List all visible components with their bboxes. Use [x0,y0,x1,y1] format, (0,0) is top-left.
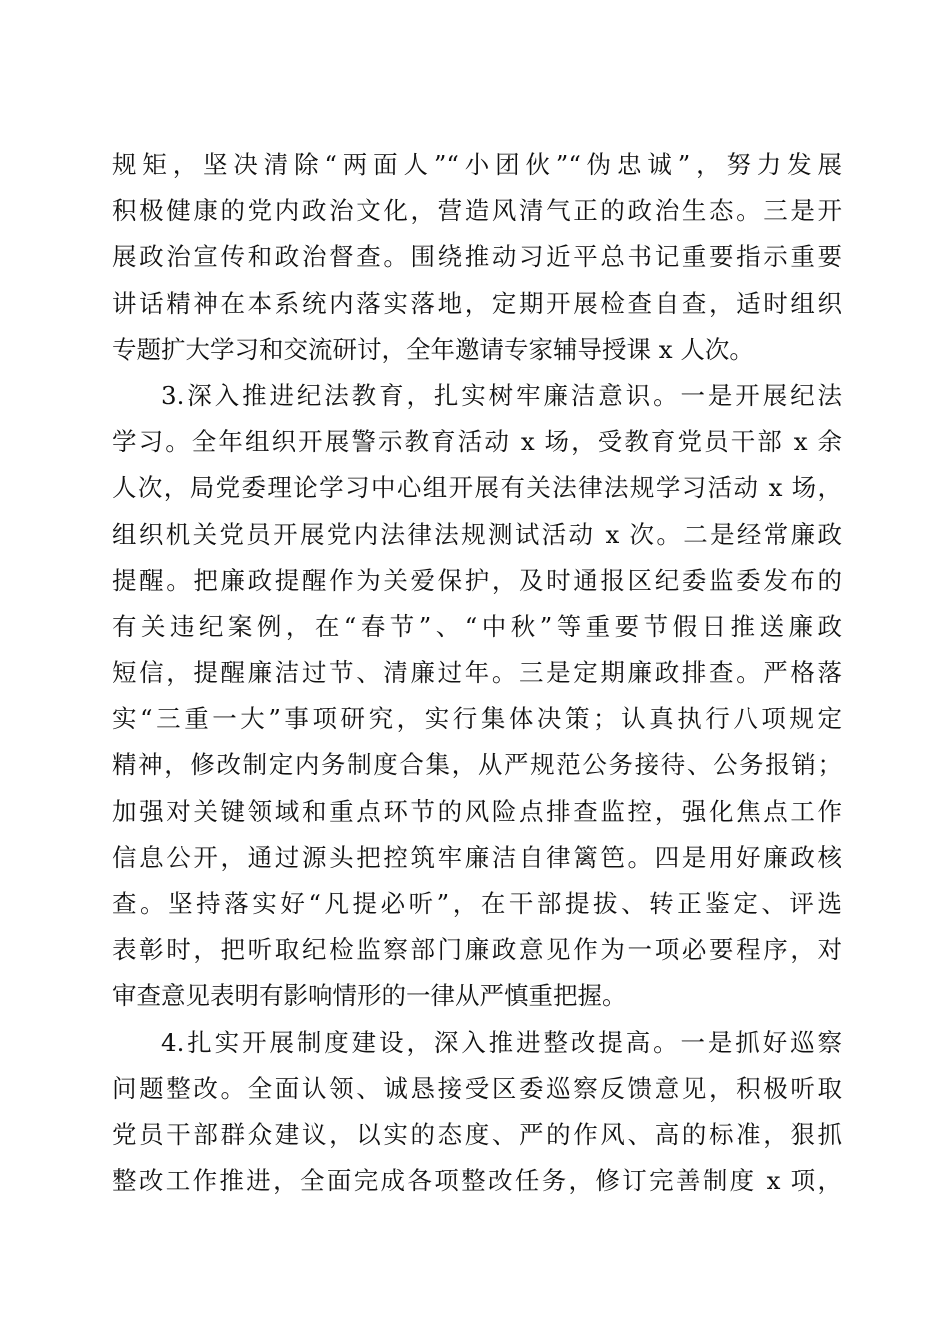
text-line: 提醒。把廉政提醒作为关爱保护，及时通报区纪委监委发布的 [112,565,842,595]
text-line: 讲话精神在本系统内落实落地，定期开展检查自查，适时组织 [112,288,842,318]
text-line: 信息公开，通过源头把控筑牢廉洁自律篱笆。四是用好廉政核 [112,842,842,872]
text-line: 专题扩大学习和交流研讨，全年邀请专家辅导授课 x 人次。 [112,334,754,364]
text-line: 展政治宣传和政治督查。围绕推动习近平总书记重要指示重要 [112,242,842,272]
text-line: 实“三重一大”事项研究，实行集体决策；认真执行八项规定 [112,704,842,734]
text-line: 整改工作推进，全面完成各项整改任务，修订完善制度 x 项， [112,1166,842,1196]
text-line: 规矩，坚决清除“两面人”“小团伙”“伪忠诚”，努力发展 [112,150,842,179]
section-heading-line: 4.扎实开展制度建设，深入推进整改提高。一是抓好巡察 [161,1027,842,1057]
text-line: 加强对关键领域和重点环节的风险点排查监控，强化焦点工作 [112,796,842,826]
text-line: 短信，提醒廉洁过节、清廉过年。三是定期廉政排查。严格落 [112,658,842,688]
body-text [112,142,842,1204]
text-line: 表彰时，把听取纪检监察部门廉政意见作为一项必要程序，对 [112,935,842,965]
section-heading-line: 3.深入推进纪法教育，扎实树牢廉洁意识。一是开展纪法 [161,380,842,410]
text-line: 党员干部群众建议，以实的态度、严的作风、高的标准，狠抓 [112,1119,842,1149]
text-line: 积极健康的党内政治文化，营造风清气正的政治生态。三是开 [112,196,842,226]
text-line: 有关违纪案例，在“春节”、“中秋”等重要节假日推送廉政 [112,611,842,641]
text-line: 审查意见表明有影响情形的一律从严慎重把握。 [112,981,627,1011]
text-line: 学习。全年组织开展警示教育活动 x 场，受教育党员干部 x 余 [112,427,842,457]
text-line: 组织机关党员开展党内法律法规测试活动 x 次。二是经常廉政 [112,519,842,549]
text-line: 问题整改。全面认领、诚恳接受区委巡察反馈意见，积极听取 [112,1073,842,1103]
text-line: 人次，局党委理论学习中心组开展有关法律法规学习活动 x 场， [112,473,842,503]
text-line: 查。坚持落实好“凡提必听”，在干部提拔、转正鉴定、评选 [112,889,842,918]
text-line: 精神，修改制定内务制度合集，从严规范公务接待、公务报销； [112,750,842,780]
